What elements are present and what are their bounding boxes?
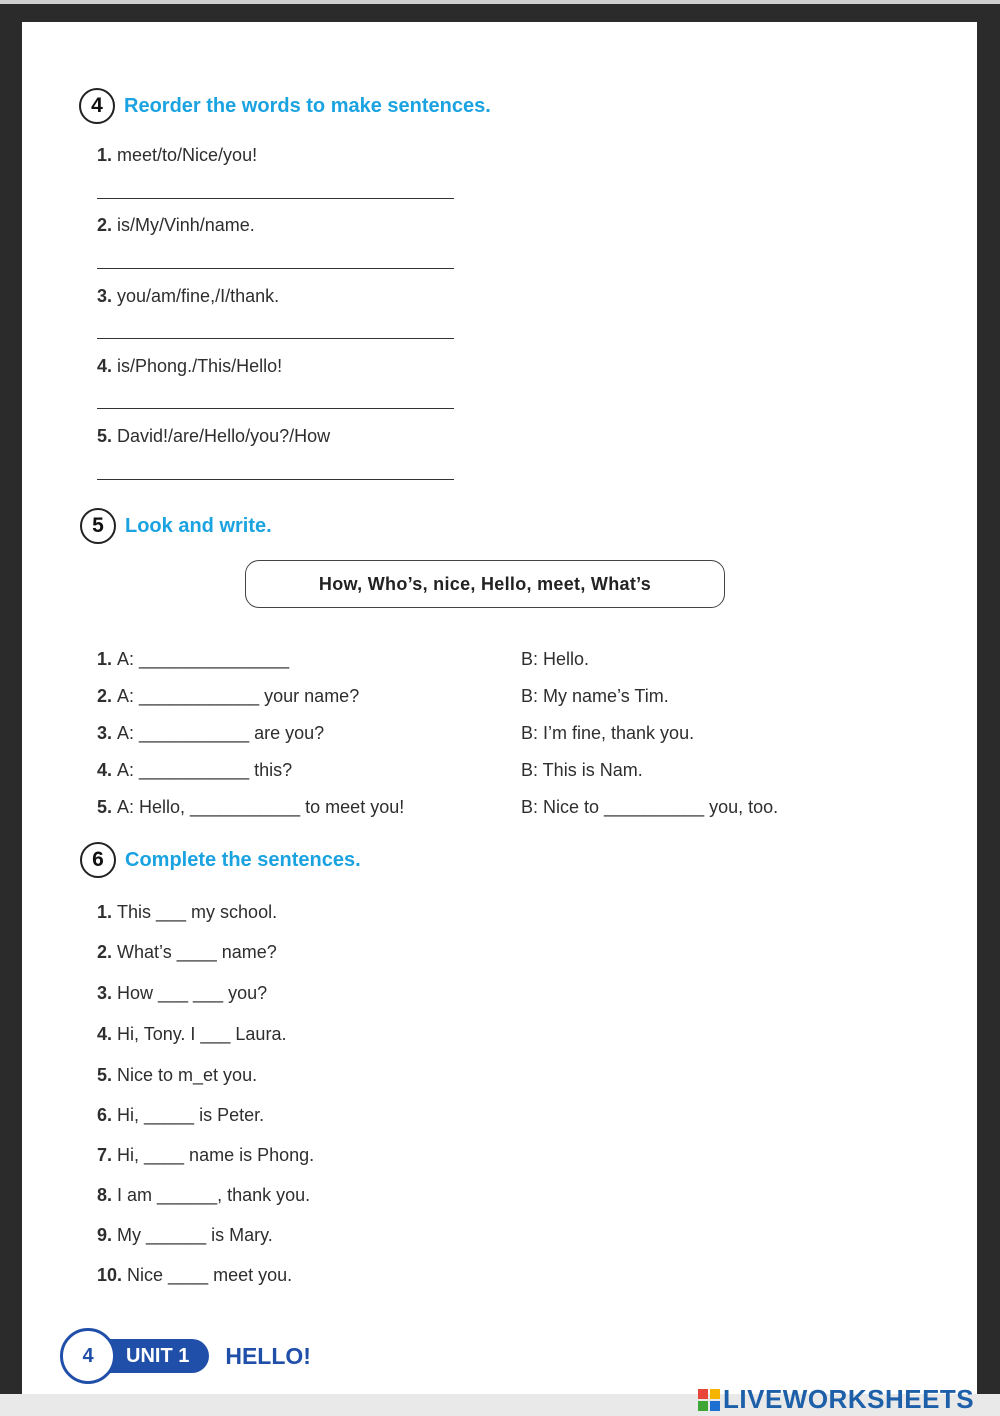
item-number: 4. — [97, 1024, 113, 1044]
sentence-item[interactable] — [97, 902, 277, 923]
dialogue-row-a — [97, 723, 324, 744]
item-number: 8. — [97, 1185, 113, 1205]
dialogue-row-a — [97, 686, 359, 707]
item-number: 3. — [97, 286, 113, 306]
dialogue-row-a — [97, 649, 289, 670]
item-text: Hi, _____ is Peter. — [117, 1105, 265, 1125]
sentence-item[interactable] — [97, 983, 267, 1004]
item-number: 1. — [97, 902, 113, 922]
item-text: Nice ____ meet you. — [127, 1265, 293, 1285]
item-number: 5. — [97, 797, 113, 817]
dialogue-row-a — [97, 797, 404, 818]
item-text: What’s ____ name? — [117, 942, 277, 962]
item-number: 9. — [97, 1225, 113, 1245]
item-text: you/am/fine,/I/thank. — [117, 286, 280, 306]
answer-line[interactable] — [97, 408, 454, 409]
sentence-item[interactable] — [97, 1105, 264, 1126]
exercise-item — [97, 426, 330, 447]
speaker-a-line[interactable]: A: Hello, ___________ to meet you! — [117, 797, 405, 817]
sentence-item[interactable] — [97, 942, 277, 963]
word-bank: How, Who’s, nice, Hello, meet, What’s — [245, 560, 725, 608]
section-4-header — [79, 88, 491, 124]
answer-line[interactable] — [97, 338, 454, 339]
speaker-b-line: B: My name’s Tim. — [521, 686, 669, 706]
speaker-a-line[interactable]: A: ___________ are you? — [117, 723, 325, 743]
item-number: 4. — [97, 356, 113, 376]
speaker-a-line[interactable]: A: _______________ — [117, 649, 290, 669]
item-text: is/Phong./This/Hello! — [117, 356, 283, 376]
item-number: 2. — [97, 942, 113, 962]
item-number: 4. — [97, 760, 113, 780]
speaker-b-line: B: This is Nam. — [521, 760, 643, 780]
top-border — [0, 0, 1000, 4]
exercise-item — [97, 286, 279, 307]
item-number: 7. — [97, 1145, 113, 1165]
item-number: 3. — [97, 723, 113, 743]
logo-square — [710, 1389, 720, 1399]
item-text: My ______ is Mary. — [117, 1225, 273, 1245]
item-text: This ___ my school. — [117, 902, 278, 922]
sentence-item[interactable] — [97, 1024, 286, 1045]
item-text: is/My/Vinh/name. — [117, 215, 255, 235]
item-number: 5. — [97, 426, 113, 446]
sentence-item[interactable] — [97, 1265, 292, 1286]
item-number: 5. — [97, 1065, 113, 1085]
liveworksheets-logo-icon — [698, 1389, 720, 1411]
dialogue-row-a — [97, 760, 292, 781]
sentence-item[interactable] — [97, 1225, 273, 1246]
section-number-badge: 4 — [79, 88, 115, 124]
exercise-item — [97, 145, 257, 166]
item-text: I am ______, thank you. — [117, 1185, 311, 1205]
answer-line[interactable] — [97, 198, 454, 199]
item-number: 10. — [97, 1265, 123, 1285]
logo-square — [698, 1389, 708, 1399]
unit-label: UNIT 1 — [92, 1339, 209, 1373]
section-6-header — [80, 842, 361, 878]
exercise-item — [97, 356, 282, 377]
sentence-item[interactable] — [97, 1145, 314, 1166]
speaker-a-line[interactable]: A: ___________ this? — [117, 760, 293, 780]
item-text: Hi, Tony. I ___ Laura. — [117, 1024, 287, 1044]
item-number: 1. — [97, 649, 113, 669]
item-text: How ___ ___ you? — [117, 983, 268, 1003]
item-text: Hi, ____ name is Phong. — [117, 1145, 315, 1165]
page-number: 4 — [60, 1328, 116, 1384]
item-number: 2. — [97, 686, 113, 706]
answer-line[interactable] — [97, 479, 454, 480]
section-number-badge: 5 — [80, 508, 116, 544]
speaker-b-line: B: I’m fine, thank you. — [521, 723, 695, 743]
item-number: 3. — [97, 983, 113, 1003]
watermark-text: LIVEWORKSHEETS — [723, 1384, 975, 1414]
logo-square — [710, 1401, 720, 1411]
section-title: Look and write. — [125, 514, 272, 537]
section-5-header — [80, 508, 272, 544]
page-footer — [60, 1328, 311, 1384]
sentence-item[interactable] — [97, 1065, 257, 1086]
sentence-item[interactable] — [97, 1185, 310, 1206]
answer-line[interactable] — [97, 268, 454, 269]
section-title: Reorder the words to make sentences. — [124, 94, 491, 117]
speaker-a-line[interactable]: A: ____________ your name? — [117, 686, 360, 706]
unit-title: HELLO! — [225, 1342, 311, 1369]
logo-square — [698, 1401, 708, 1411]
item-number: 6. — [97, 1105, 113, 1125]
speaker-b-line: B: Hello. — [521, 649, 590, 669]
item-text: Nice to m_et you. — [117, 1065, 258, 1085]
item-text: meet/to/Nice/you! — [117, 145, 258, 165]
speaker-b-line[interactable]: B: Nice to __________ you, too. — [521, 797, 779, 817]
section-title: Complete the sentences. — [125, 848, 361, 871]
section-number-badge: 6 — [80, 842, 116, 878]
item-number: 1. — [97, 145, 113, 165]
item-text: David!/are/Hello/you?/How — [117, 426, 331, 446]
liveworksheets-watermark[interactable] — [698, 1384, 974, 1415]
exercise-item — [97, 215, 255, 236]
item-number: 2. — [97, 215, 113, 235]
